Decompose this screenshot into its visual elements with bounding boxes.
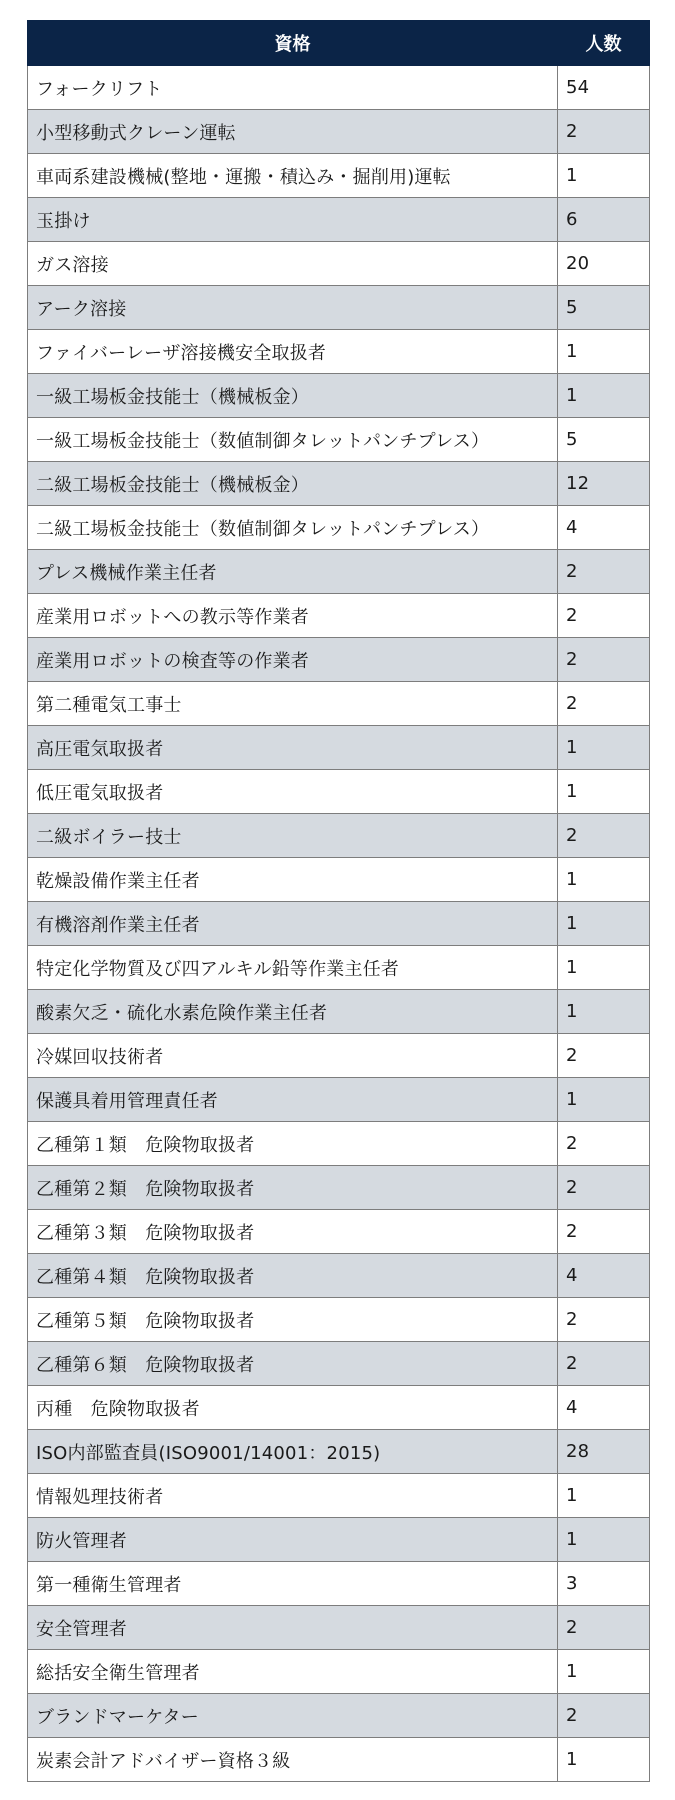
qualification-name-cell: 乾燥設備作業主任者 — [28, 858, 558, 902]
qualification-count-cell: 2 — [558, 1298, 650, 1342]
table-row — [28, 198, 650, 242]
table-row — [28, 946, 650, 990]
table-row — [28, 374, 650, 418]
table-row — [28, 1738, 650, 1782]
table-row — [28, 1122, 650, 1166]
qualification-count-cell: 4 — [558, 1254, 650, 1298]
table-row — [28, 1078, 650, 1122]
qualification-name-cell: 小型移動式クレーン運転 — [28, 110, 558, 154]
qualification-name-cell: 情報処理技術者 — [28, 1474, 558, 1518]
table-row — [28, 990, 650, 1034]
table-row — [28, 1606, 650, 1650]
qualification-name-cell: 二級工場板金技能士（機械板金） — [28, 462, 558, 506]
qualification-name-cell: 低圧電気取扱者 — [28, 770, 558, 814]
qualification-count-cell: 2 — [558, 1342, 650, 1386]
table-row — [28, 1386, 650, 1430]
qualification-count-cell: 2 — [558, 1166, 650, 1210]
qualification-name-cell: 産業用ロボットの検査等の作業者 — [28, 638, 558, 682]
qualification-count-cell: 20 — [558, 242, 650, 286]
qualification-count-cell: 2 — [558, 550, 650, 594]
table-row — [28, 330, 650, 374]
table-row — [28, 154, 650, 198]
table-row — [28, 594, 650, 638]
qualification-name-cell: 乙種第４類 危険物取扱者 — [28, 1254, 558, 1298]
qualification-name-cell: アーク溶接 — [28, 286, 558, 330]
table-row — [28, 1694, 650, 1738]
qualification-name-cell: 冷媒回収技術者 — [28, 1034, 558, 1078]
qualification-count-cell: 2 — [558, 1210, 650, 1254]
qualification-count-cell: 2 — [558, 594, 650, 638]
table-row — [28, 286, 650, 330]
table-row — [28, 242, 650, 286]
qualification-count-cell: 28 — [558, 1430, 650, 1474]
qualification-name-cell: 乙種第５類 危険物取扱者 — [28, 1298, 558, 1342]
table-row — [28, 858, 650, 902]
qualification-count-cell: 3 — [558, 1562, 650, 1606]
qualification-count-cell: 2 — [558, 1694, 650, 1738]
qualification-count-cell: 12 — [558, 462, 650, 506]
table-row — [28, 902, 650, 946]
qualification-count-cell: 2 — [558, 1606, 650, 1650]
qualification-count-cell: 54 — [558, 66, 650, 110]
qualification-count-cell: 1 — [558, 726, 650, 770]
qualification-count-cell: 5 — [558, 418, 650, 462]
qualification-name-cell: 総括安全衛生管理者 — [28, 1650, 558, 1694]
table-body — [28, 66, 650, 1782]
qualification-count-cell: 6 — [558, 198, 650, 242]
table-row — [28, 638, 650, 682]
qualification-count-cell: 2 — [558, 814, 650, 858]
qualification-count-cell: 4 — [558, 506, 650, 550]
table-row — [28, 1034, 650, 1078]
table-row — [28, 1650, 650, 1694]
table-row — [28, 1166, 650, 1210]
qualification-count-cell: 2 — [558, 1034, 650, 1078]
qualification-count-cell: 1 — [558, 770, 650, 814]
table-row — [28, 1298, 650, 1342]
qualification-count-cell: 1 — [558, 1650, 650, 1694]
table-row — [28, 418, 650, 462]
qualification-count-cell: 4 — [558, 1386, 650, 1430]
qualification-name-cell: ガス溶接 — [28, 242, 558, 286]
qualification-name-cell: 高圧電気取扱者 — [28, 726, 558, 770]
qualification-count-cell: 1 — [558, 902, 650, 946]
qualification-name-cell: 第二種電気工事士 — [28, 682, 558, 726]
qualification-name-cell: プレス機械作業主任者 — [28, 550, 558, 594]
table-row — [28, 1474, 650, 1518]
table-row — [28, 1430, 650, 1474]
qualification-name-cell: ブランドマーケター — [28, 1694, 558, 1738]
qualification-count-cell: 1 — [558, 154, 650, 198]
qualification-count-cell: 2 — [558, 110, 650, 154]
qualifications-table-container — [27, 20, 649, 1782]
qualification-name-cell: ファイバーレーザ溶接機安全取扱者 — [28, 330, 558, 374]
header-qualification: 資格 — [28, 21, 558, 66]
qualification-count-cell: 1 — [558, 990, 650, 1034]
qualification-name-cell: 玉掛け — [28, 198, 558, 242]
qualification-count-cell: 1 — [558, 330, 650, 374]
table-row — [28, 682, 650, 726]
qualification-name-cell: 有機溶剤作業主任者 — [28, 902, 558, 946]
qualification-name-cell: 一級工場板金技能士（数値制御タレットパンチプレス） — [28, 418, 558, 462]
qualification-name-cell: 乙種第３類 危険物取扱者 — [28, 1210, 558, 1254]
table-row — [28, 1518, 650, 1562]
qualification-count-cell: 2 — [558, 1122, 650, 1166]
qualification-count-cell: 1 — [558, 1738, 650, 1782]
qualification-count-cell: 1 — [558, 374, 650, 418]
qualification-count-cell: 2 — [558, 682, 650, 726]
qualification-name-cell: 乙種第６類 危険物取扱者 — [28, 1342, 558, 1386]
qualification-name-cell: フォークリフト — [28, 66, 558, 110]
qualification-count-cell: 1 — [558, 1518, 650, 1562]
table-row — [28, 506, 650, 550]
table-header-row — [28, 21, 650, 66]
qualification-name-cell: 第一種衛生管理者 — [28, 1562, 558, 1606]
qualification-name-cell: 乙種第１類 危険物取扱者 — [28, 1122, 558, 1166]
header-count: 人数 — [558, 21, 650, 66]
table-row — [28, 1342, 650, 1386]
qualification-name-cell: 乙種第２類 危険物取扱者 — [28, 1166, 558, 1210]
qualification-name-cell: 一級工場板金技能士（機械板金） — [28, 374, 558, 418]
qualification-count-cell: 1 — [558, 858, 650, 902]
table-row — [28, 1210, 650, 1254]
qualifications-table — [27, 20, 650, 1782]
qualification-name-cell: 丙種 危険物取扱者 — [28, 1386, 558, 1430]
table-row — [28, 462, 650, 506]
qualification-name-cell: 酸素欠乏・硫化水素危険作業主任者 — [28, 990, 558, 1034]
qualification-name-cell: 保護具着用管理責任者 — [28, 1078, 558, 1122]
table-row — [28, 1254, 650, 1298]
qualification-count-cell: 1 — [558, 1474, 650, 1518]
table-row — [28, 726, 650, 770]
qualification-count-cell: 2 — [558, 638, 650, 682]
qualification-name-cell: 二級工場板金技能士（数値制御タレットパンチプレス） — [28, 506, 558, 550]
table-row — [28, 550, 650, 594]
table-row — [28, 1562, 650, 1606]
qualification-name-cell: 産業用ロボットへの教示等作業者 — [28, 594, 558, 638]
table-row — [28, 66, 650, 110]
qualification-count-cell: 1 — [558, 946, 650, 990]
table-row — [28, 770, 650, 814]
qualification-count-cell: 5 — [558, 286, 650, 330]
qualification-name-cell: 防火管理者 — [28, 1518, 558, 1562]
table-row — [28, 814, 650, 858]
qualification-name-cell: 特定化学物質及び四アルキル鉛等作業主任者 — [28, 946, 558, 990]
qualification-name-cell: 二級ボイラー技士 — [28, 814, 558, 858]
qualification-name-cell: 炭素会計アドバイザー資格３級 — [28, 1738, 558, 1782]
qualification-name-cell: 車両系建設機械(整地・運搬・積込み・掘削用)運転 — [28, 154, 558, 198]
qualification-name-cell: 安全管理者 — [28, 1606, 558, 1650]
qualification-name-cell: ISO内部監査員(ISO9001/14001：2015) — [28, 1430, 558, 1474]
qualification-count-cell: 1 — [558, 1078, 650, 1122]
table-row — [28, 110, 650, 154]
